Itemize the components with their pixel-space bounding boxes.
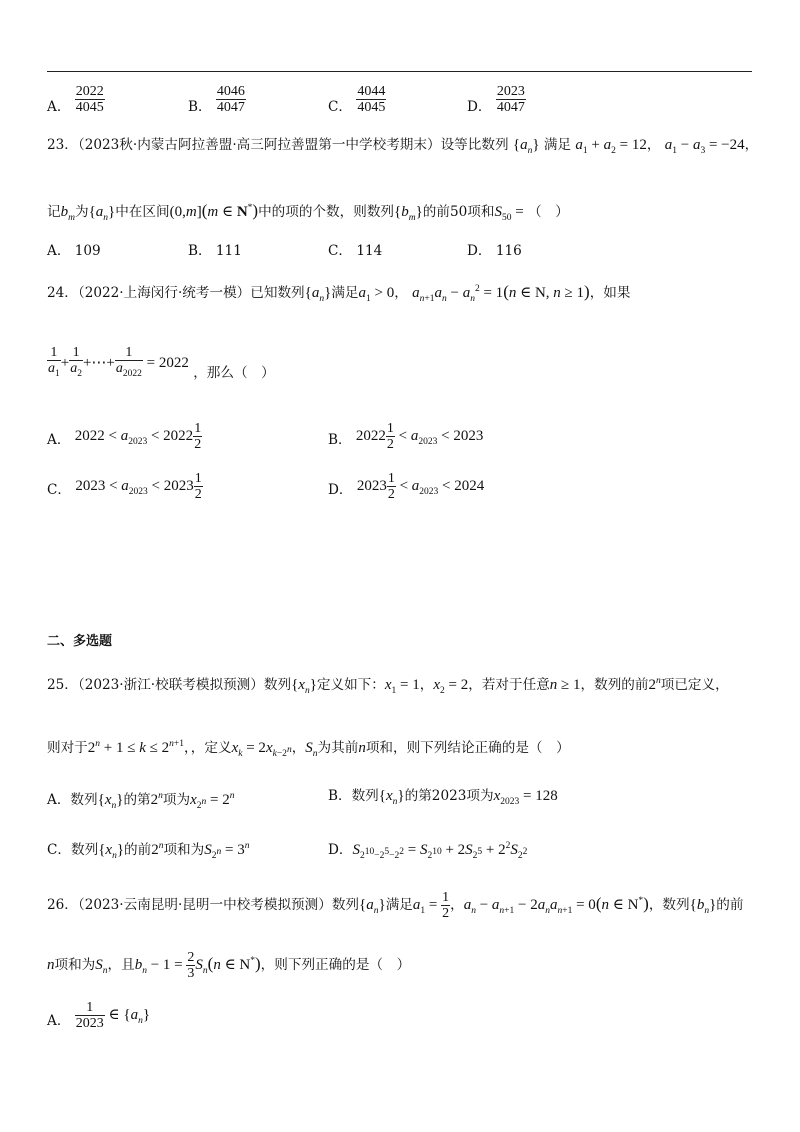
q24-option-a: A． $2022 < a_{2023} < 2022$ $\frac{1}{2}$ [47, 421, 202, 452]
q23-option-c: C． 114 [328, 243, 383, 259]
q26-stem-line1: 26．（2023·云南昆明·昆明一中校考模拟预测）数列$\{a_n\}$满足$a_1$ = $\frac{1}{2}$ ，$a_n - a_{n+1} - 2a_na_{n+1} = 0(n$ ∈ N*)，数列$\{b_n\}$的前 [47, 890, 744, 921]
q23-stem-line2: 记$b_m$为$\{a_n\}$中在区间(0,m](m ∈ N*)中的项的个数，则数列$\{b_m\}$的前50项和$S_{50}$ = （ ） [47, 201, 569, 223]
q25-option-c: C．数列$\{x_n\}$的前2$^n$项和为$S_{2^n} = 3^n$ [47, 841, 250, 861]
section-title-multiple-choice: 二、多选题 [47, 634, 113, 649]
q22-option-a: A． $\frac{2022}{4045}$ [47, 84, 104, 115]
q25-stem-line2: 则对于$2^n + 1 \le k \le 2^{n+1}$，，定义$x_k = 2x_{k-2^n}$，$S_n$为其前n项和，则下列结论正确的是（ ） [47, 739, 570, 759]
q24-stem-line1: 24．（2022·上海闵行·统考一模）已知数列$\{a_n\}$满足$a_1 > 0$， $a_{n+1}a_n - a_n^2 = 1(n$ ∈ N, n ≥ 1)，如果 [47, 282, 631, 304]
q24-sum-condition: $\frac{1}{a_1}$ + $\frac{1}{a_2}$ +⋯+ $\frac{1}{a_{2022}}$ = 2022 ，那么（ ） [48, 345, 275, 381]
q22-option-c: C． $\frac{4044}{4045}$ [328, 84, 386, 115]
header-rule [47, 71, 752, 72]
q26-option-a: A． $\frac{1}{2023}$ ∈ $\{a_n\}$ [47, 1000, 151, 1031]
q24-option-d: D． 2023 $\frac{1}{2}$ < $a_{2023} < 2024$ [328, 471, 485, 502]
q22-option-b: B． $\frac{4046}{4047}$ [188, 84, 245, 115]
q24-option-b: B． 2022 $\frac{1}{2}$ < $a_{2023} < 2023$ [328, 421, 484, 452]
q24-option-c: C． $2023 < a_{2023} < 2023$ $\frac{1}{2}$ [47, 471, 202, 502]
q23-stem-line1: 23．（2023秋·内蒙古阿拉善盟·高三阿拉善盟第一中学校考期末）设等比数列 $\{a_n\}$ 满足 $a_1 + a_2 = 12$， $a_1 - a_3 = -24$， [47, 137, 759, 156]
q23-option-d: D． 116 [467, 243, 522, 259]
q23-option-b: B． 111 [188, 243, 242, 259]
q22-option-d: D． $\frac{2023}{4047}$ [467, 84, 525, 115]
q23-option-a: A． 109 [47, 243, 101, 259]
q25-option-a: A．数列$\{x_n\}$的第2$^n$项为$x_{2^n} = 2^n$ [47, 791, 235, 811]
q25-option-b: B．数列$\{x_n\}$的第2023项为$x_{2023} = 128$ [328, 788, 558, 807]
q25-option-d: D．$S_{2^{10}-2^5-2^2} = S_{2^{10}} + 2S_{2^5} + 2^2S_{2^2}$ [328, 841, 528, 861]
q26-stem-line2: n项和为$S_n$，且$b_n - 1$ = $\frac{2}{3}$ $S_n(n$ ∈ N*)，则下列正确的是（ ） [47, 950, 411, 981]
q25-stem-line1: 25．（2023·浙江·校联考模拟预测）数列$\{x_n\}$定义如下：$x_1 = 1$，$x_2 = 2$，若对于任意n ≥ 1，数列的前2$^n$项已定义， [47, 676, 729, 696]
